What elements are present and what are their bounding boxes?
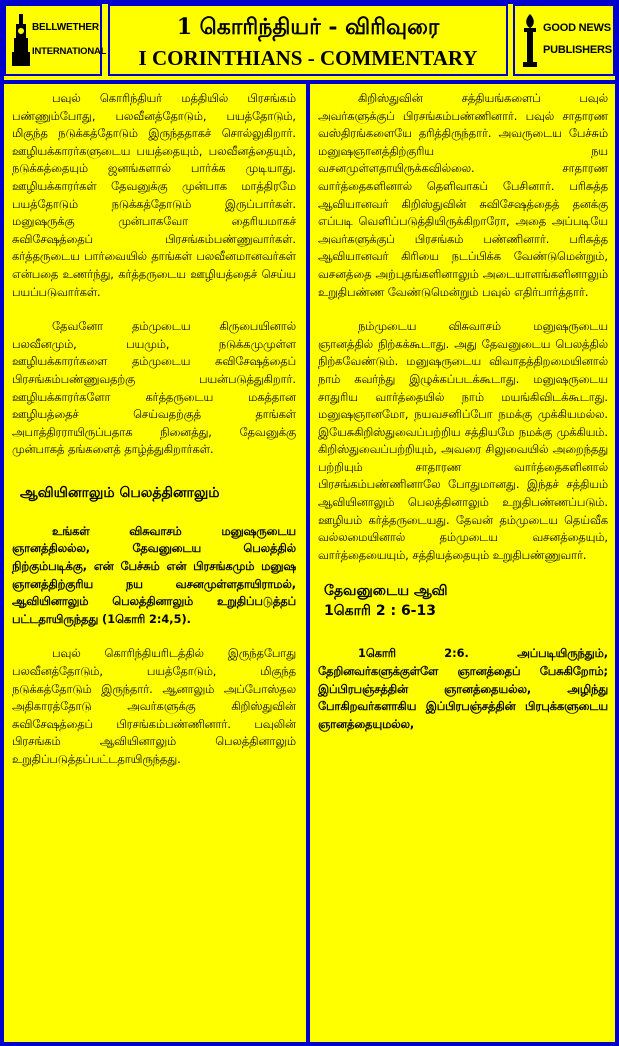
right-column — [318, 90, 608, 750]
section-heading-spirit-of-god — [324, 581, 608, 621]
title-english: I CORINTHIANS - COMMENTARY — [138, 46, 478, 70]
logo-right-line1: GOOD NEWS — [543, 22, 611, 34]
left-paragraph-4: பவுல் கொரிந்தியரிடத்தில் இருந்தபோது பலவீனத்தோடும், பயத்தோடும், மிகுந்த நடுக்கத்தோடும் இருந்தார். ஆனாலும் அப்போஸ்தல அதிகாரத்தோடு அவர்களுக்கு கிறிஸ்துவின் சுவிசேஷத்தைப் பிரசங்கம்பண்ணினார். பவுலின் பிரசங்கம் ஆவியினாலும் பெலத்தினாலும் உறுதிப்படுத்தப்பட்டதாயிருந்தது. — [12, 647, 296, 766]
left-paragraph-2: தேவனோ தம்முடைய கிருபையினால் பலவீனமும், பயமும், நடுக்கமுமுள்ள ஊழியக்காரர்களை தம்முடைய சுவிசேஷத்தைப் பிரசங்கம்பண்ணுவதற்கு பயன்படுத்துகிறார். ஊழியக்காரர்களோ கர்த்தருடைய மகத்தான ஊழியத்தைச் செய்வதற்குத் தாங்கள் அபாத்திரராயிருப்பதாக நினைத்து, தேவனுக்கு முன்பாகத் தங்களைத் தாழ்த்துகிறார்கள். — [12, 320, 296, 457]
title-tamil: 1 கொரிந்தியர் - விரிவுரை — [176, 14, 440, 40]
title-box — [108, 4, 508, 76]
left-paragraph-1: பவுல் கொரிந்தியர் மத்தியில் பிரசங்கம் பண்ணும்போது, பலவீனத்தோடும், பயத்தோடும், மிகுந்த நடுக்கத்தோடும் இருந்ததாகச் சொல்லுகிறார். ஊழியக்காரர்களுடைய பயத்தையும், பலவீனத்தையும், நடுக்கத்தையும் ஜனங்களால் பார்க்க முடியாது. ஊழியக்காரர்கள் தேவனுக்கு முன்பாக மாத்திரமே பயத்தோடும் நடுக்கத்தோடும் இருப்பார்கள். மனுஷருக்கு முன்பாகவோ தைரியமாகச் சுவிசேஷத்தைப் பிரசங்கம்பண்ணுவார்கள். கர்த்தருடைய பார்வையில் தாங்கள் பலவீனமானவர்கள் என்பதை உணர்ந்து, கர்த்தருடைய ஊழியத்தைச் செய்ய பயப்படுவார்கள். — [12, 92, 296, 299]
heading-line-1: தேவனுடைய ஆவி — [324, 583, 448, 600]
logo-right-line2: PUBLISHERS — [543, 44, 612, 56]
right-paragraph-2: நம்முடைய விசுவாசம் மனுஷருடைய ஞானத்தில் நிற்கக்கூடாது. அது தேவனுடைய பெலத்தில் நிற்கவேண்டும். மனுஷருடைய விவாதத்திறமையினால் நாம் கவர்ந்து இழுக்கப்படக்கூடாது. மனுஷருடைய சாதுரிய வார்த்தையில் நாம் மயங்கிவிடக்கூடாது. மனுஷஞானமோ, நயவசனிப்போ நமக்கு முக்கியமல்ல. இயேசுகிறிஸ்துவைப்பற்றிய சத்தியமே நமக்கு முக்கியம். கிறிஸ்துவைப்பற்றியும், அவரை சிலுவையில் அறைந்தது பற்றியும் சாதாரண வார்த்தைகளினால் பிரசங்கம்பண்ணினாலே போதுமானது. இந்தச் சத்தியம் ஆவியினாலும் பெலத்தினாலும் உறுதிபண்ணப்படும். ஊழியம் கர்த்தருடையது. தேவன் தம்முடைய தெய்வீக வல்லமையினால் தம்முடைய வசனத்தையும், வார்த்தையையும், சத்தியத்தையும் உறுதிபண்ணுவார். — [318, 320, 608, 562]
bellwether-logo — [4, 4, 107, 76]
logo-left-line1: BELLWETHER — [32, 22, 99, 33]
torch-icon — [518, 14, 542, 68]
column-divider — [306, 84, 310, 1046]
bell-tower-icon — [10, 14, 32, 66]
scripture-quote: உங்கள் விசுவாசம் மனுஷருடைய ஞானத்திலல்ல, தேவனுடைய பெலத்தில் நிற்கும்படிக்கு, என் பேச்சும் என் பிரசங்கமும் மனுஷ ஞானத்திற்குரிய நய வசனமுள்ளதாயிராமல், ஆவியினாலும் பெலத்தினாலும் உறுதிப்படுத்தப் பட்டதாயிருந்தது (1கொரி 2:4,5). — [12, 524, 296, 626]
heading-line-2: 1கொரி 2 : 6-13 — [324, 603, 436, 620]
right-paragraph-1: கிறிஸ்துவின் சத்தியங்களைப் பவுல் அவர்களுக்குப் பிரசங்கம்பண்ணினார். பவுல் சாதாரண வஸ்திரங்களையே தரித்திருந்தார். அவருடைய பேச்சும் மனுஷஞானத்திற்குரிய நய வசனமுள்ளதாயிருக்கவில்லை. சாதாரண வார்த்தைகளினால் தெளிவாகப் பேசினார். பரிசுத்த ஆவியானவர் கிறிஸ்துவின் சுவிசேஷத்தைத் தனக்கு எப்படி வெளிப்படுத்தியிருக்கிறாரோ, அதை அப்படியே அவர்களுக்குப் பிரசங்கம் பண்ணினார். பரிசுத்த ஆவியானவர் கிரியை நடப்பிக்க வேண்டுமென்றும், வசனத்தை அற்புதங்களினாலும் அடையாளங்களினாலும் உறுதிபண்ண வேண்டுமென்றும் பவுல் எதிர்பார்த்தார். — [318, 92, 608, 299]
section-heading-spirit-power: ஆவியினாலும் பெலத்தினாலும் — [20, 484, 220, 501]
scripture-verse: 1கொரி 2:6. அப்படியிருந்தும், தேறினவர்களுக்குள்ளே ஞானத்தைப் பேசுகிறோம்; இப்பிரபஞ்சத்தின் ஞானத்தையல்ல, அழிந்து போகிறவர்களாகிய இப்பிரபஞ்சத்தின் பிரபுக்களுடைய ஞானத்தையுமல்ல, — [318, 647, 608, 731]
good-news-logo — [513, 4, 615, 76]
logo-left-line2: INTERNATIONAL — [32, 46, 107, 57]
left-column — [12, 90, 296, 786]
